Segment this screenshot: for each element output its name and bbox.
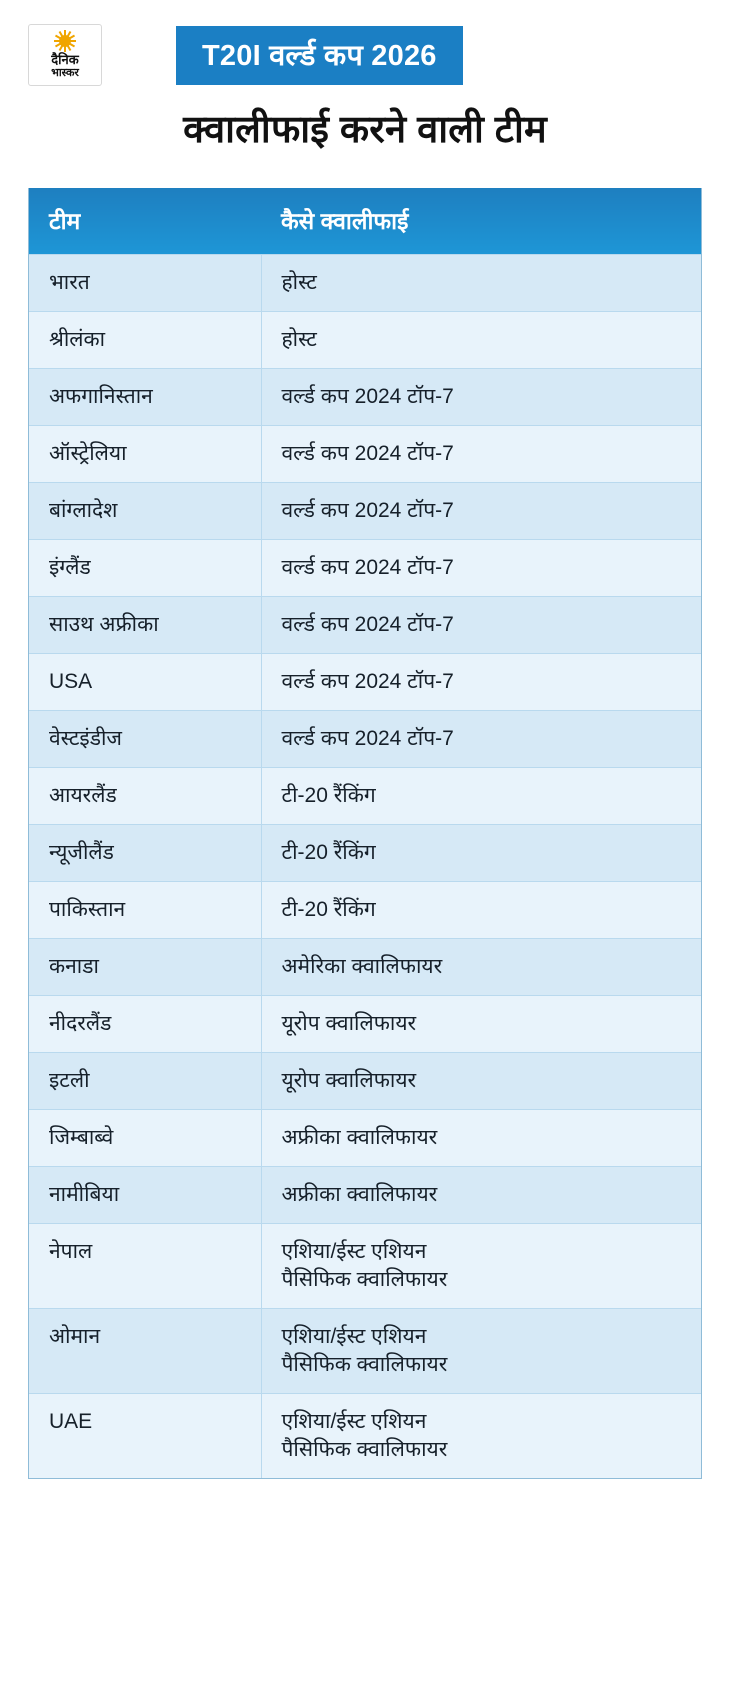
- cell-how-qualified: [261, 540, 701, 597]
- cell-team: नीदरलैंड: [29, 996, 261, 1053]
- brand-logo: [28, 24, 102, 86]
- table-row: [29, 882, 701, 939]
- cell-how-line1: टी-20 रैंकिंग: [281, 898, 376, 921]
- cell-how-line1: होस्ट: [281, 328, 317, 351]
- cell-how-line1: यूरोप क्वालिफायर: [281, 1012, 417, 1035]
- cell-team: बांग्लादेश: [29, 483, 261, 540]
- header: [0, 0, 730, 92]
- cell-team: आयरलैंड: [29, 768, 261, 825]
- banner-title: T20I वर्ल्ड कप 2026: [176, 26, 463, 85]
- table-row: [29, 1110, 701, 1167]
- cell-how-qualified: [261, 1309, 701, 1394]
- qualified-teams-table: [28, 188, 702, 1479]
- cell-team: भारत: [29, 255, 261, 312]
- cell-how-line2: पैसिफिक क्वालिफायर: [281, 1438, 448, 1461]
- cell-how-qualified: [261, 996, 701, 1053]
- cell-how-qualified: [261, 654, 701, 711]
- cell-team: श्रीलंका: [29, 312, 261, 369]
- cell-how-line1: वर्ल्ड कप 2024 टॉप-7: [281, 727, 454, 750]
- cell-team: वेस्टइंडीज: [29, 711, 261, 768]
- cell-how-qualified: [261, 939, 701, 996]
- table-row: [29, 768, 701, 825]
- cell-how-line1: वर्ल्ड कप 2024 टॉप-7: [281, 556, 454, 579]
- cell-team: पाकिस्तान: [29, 882, 261, 939]
- cell-team: कनाडा: [29, 939, 261, 996]
- cell-team: इंग्लैंड: [29, 540, 261, 597]
- cell-how-qualified: [261, 255, 701, 312]
- cell-how-line1: एशिया/ईस्ट एशियन: [281, 1410, 427, 1433]
- cell-how-line1: अफ्रीका क्वालिफायर: [281, 1183, 438, 1206]
- table-row: [29, 1224, 701, 1309]
- cell-how-line1: वर्ल्ड कप 2024 टॉप-7: [281, 499, 454, 522]
- table-row: [29, 939, 701, 996]
- cell-how-line1: अफ्रीका क्वालिफायर: [281, 1126, 438, 1149]
- cell-team: साउथ अफ्रीका: [29, 597, 261, 654]
- sun-icon: [55, 31, 75, 51]
- table-row: [29, 1394, 701, 1479]
- cell-how-qualified: [261, 711, 701, 768]
- cell-how-line1: यूरोप क्वालिफायर: [281, 1069, 417, 1092]
- cell-team: UAE: [29, 1394, 261, 1479]
- table-header-row: [29, 188, 701, 255]
- table-row: [29, 654, 701, 711]
- cell-how-qualified: [261, 1224, 701, 1309]
- cell-team: USA: [29, 654, 261, 711]
- cell-team: न्यूजीलैंड: [29, 825, 261, 882]
- cell-how-qualified: [261, 1053, 701, 1110]
- cell-how-line2: पैसिफिक क्वालिफायर: [281, 1353, 448, 1376]
- table-row: [29, 312, 701, 369]
- cell-team: नेपाल: [29, 1224, 261, 1309]
- cell-how-line1: वर्ल्ड कप 2024 टॉप-7: [281, 442, 454, 465]
- cell-how-line1: टी-20 रैंकिंग: [281, 784, 376, 807]
- cell-how-line2: पैसिफिक क्वालिफायर: [281, 1268, 448, 1291]
- table-row: [29, 540, 701, 597]
- cell-how-qualified: [261, 483, 701, 540]
- table-row: [29, 996, 701, 1053]
- footer-spacer: [0, 1479, 730, 1493]
- table-row: [29, 1309, 701, 1394]
- cell-how-qualified: [261, 882, 701, 939]
- column-header-team: टीम: [29, 188, 261, 255]
- cell-how-line1: अमेरिका क्वालिफायर: [281, 955, 443, 978]
- cell-how-qualified: [261, 597, 701, 654]
- cell-how-qualified: [261, 1394, 701, 1479]
- cell-how-qualified: [261, 369, 701, 426]
- cell-team: ओमान: [29, 1309, 261, 1394]
- cell-how-qualified: [261, 825, 701, 882]
- cell-how-qualified: [261, 312, 701, 369]
- cell-team: जिम्बाब्वे: [29, 1110, 261, 1167]
- table-row: [29, 426, 701, 483]
- table-row: [29, 369, 701, 426]
- cell-how-qualified: [261, 1110, 701, 1167]
- cell-how-line1: वर्ल्ड कप 2024 टॉप-7: [281, 613, 454, 636]
- cell-how-line1: होस्ट: [281, 271, 317, 294]
- cell-team: अफगानिस्तान: [29, 369, 261, 426]
- page-title: क्वालीफाई करने वाली टीम: [183, 109, 547, 151]
- column-header-how: कैसे क्वालीफाई: [261, 188, 701, 255]
- brand-name-line1: दैनिक: [51, 51, 79, 67]
- brand-name-line2: भास्कर: [51, 66, 79, 79]
- cell-team: इटली: [29, 1053, 261, 1110]
- table-row: [29, 1167, 701, 1224]
- cell-team: ऑस्ट्रेलिया: [29, 426, 261, 483]
- cell-how-line1: वर्ल्ड कप 2024 टॉप-7: [281, 670, 454, 693]
- table-row: [29, 825, 701, 882]
- table-row: [29, 1053, 701, 1110]
- table-row: [29, 483, 701, 540]
- cell-how-qualified: [261, 768, 701, 825]
- cell-how-line1: एशिया/ईस्ट एशियन: [281, 1325, 427, 1348]
- table-row: [29, 255, 701, 312]
- cell-how-qualified: [261, 1167, 701, 1224]
- cell-team: नामीबिया: [29, 1167, 261, 1224]
- cell-how-qualified: [261, 426, 701, 483]
- cell-how-line1: एशिया/ईस्ट एशियन: [281, 1240, 427, 1263]
- table-row: [29, 711, 701, 768]
- cell-how-line1: वर्ल्ड कप 2024 टॉप-7: [281, 385, 454, 408]
- cell-how-line1: टी-20 रैंकिंग: [281, 841, 376, 864]
- table-row: [29, 597, 701, 654]
